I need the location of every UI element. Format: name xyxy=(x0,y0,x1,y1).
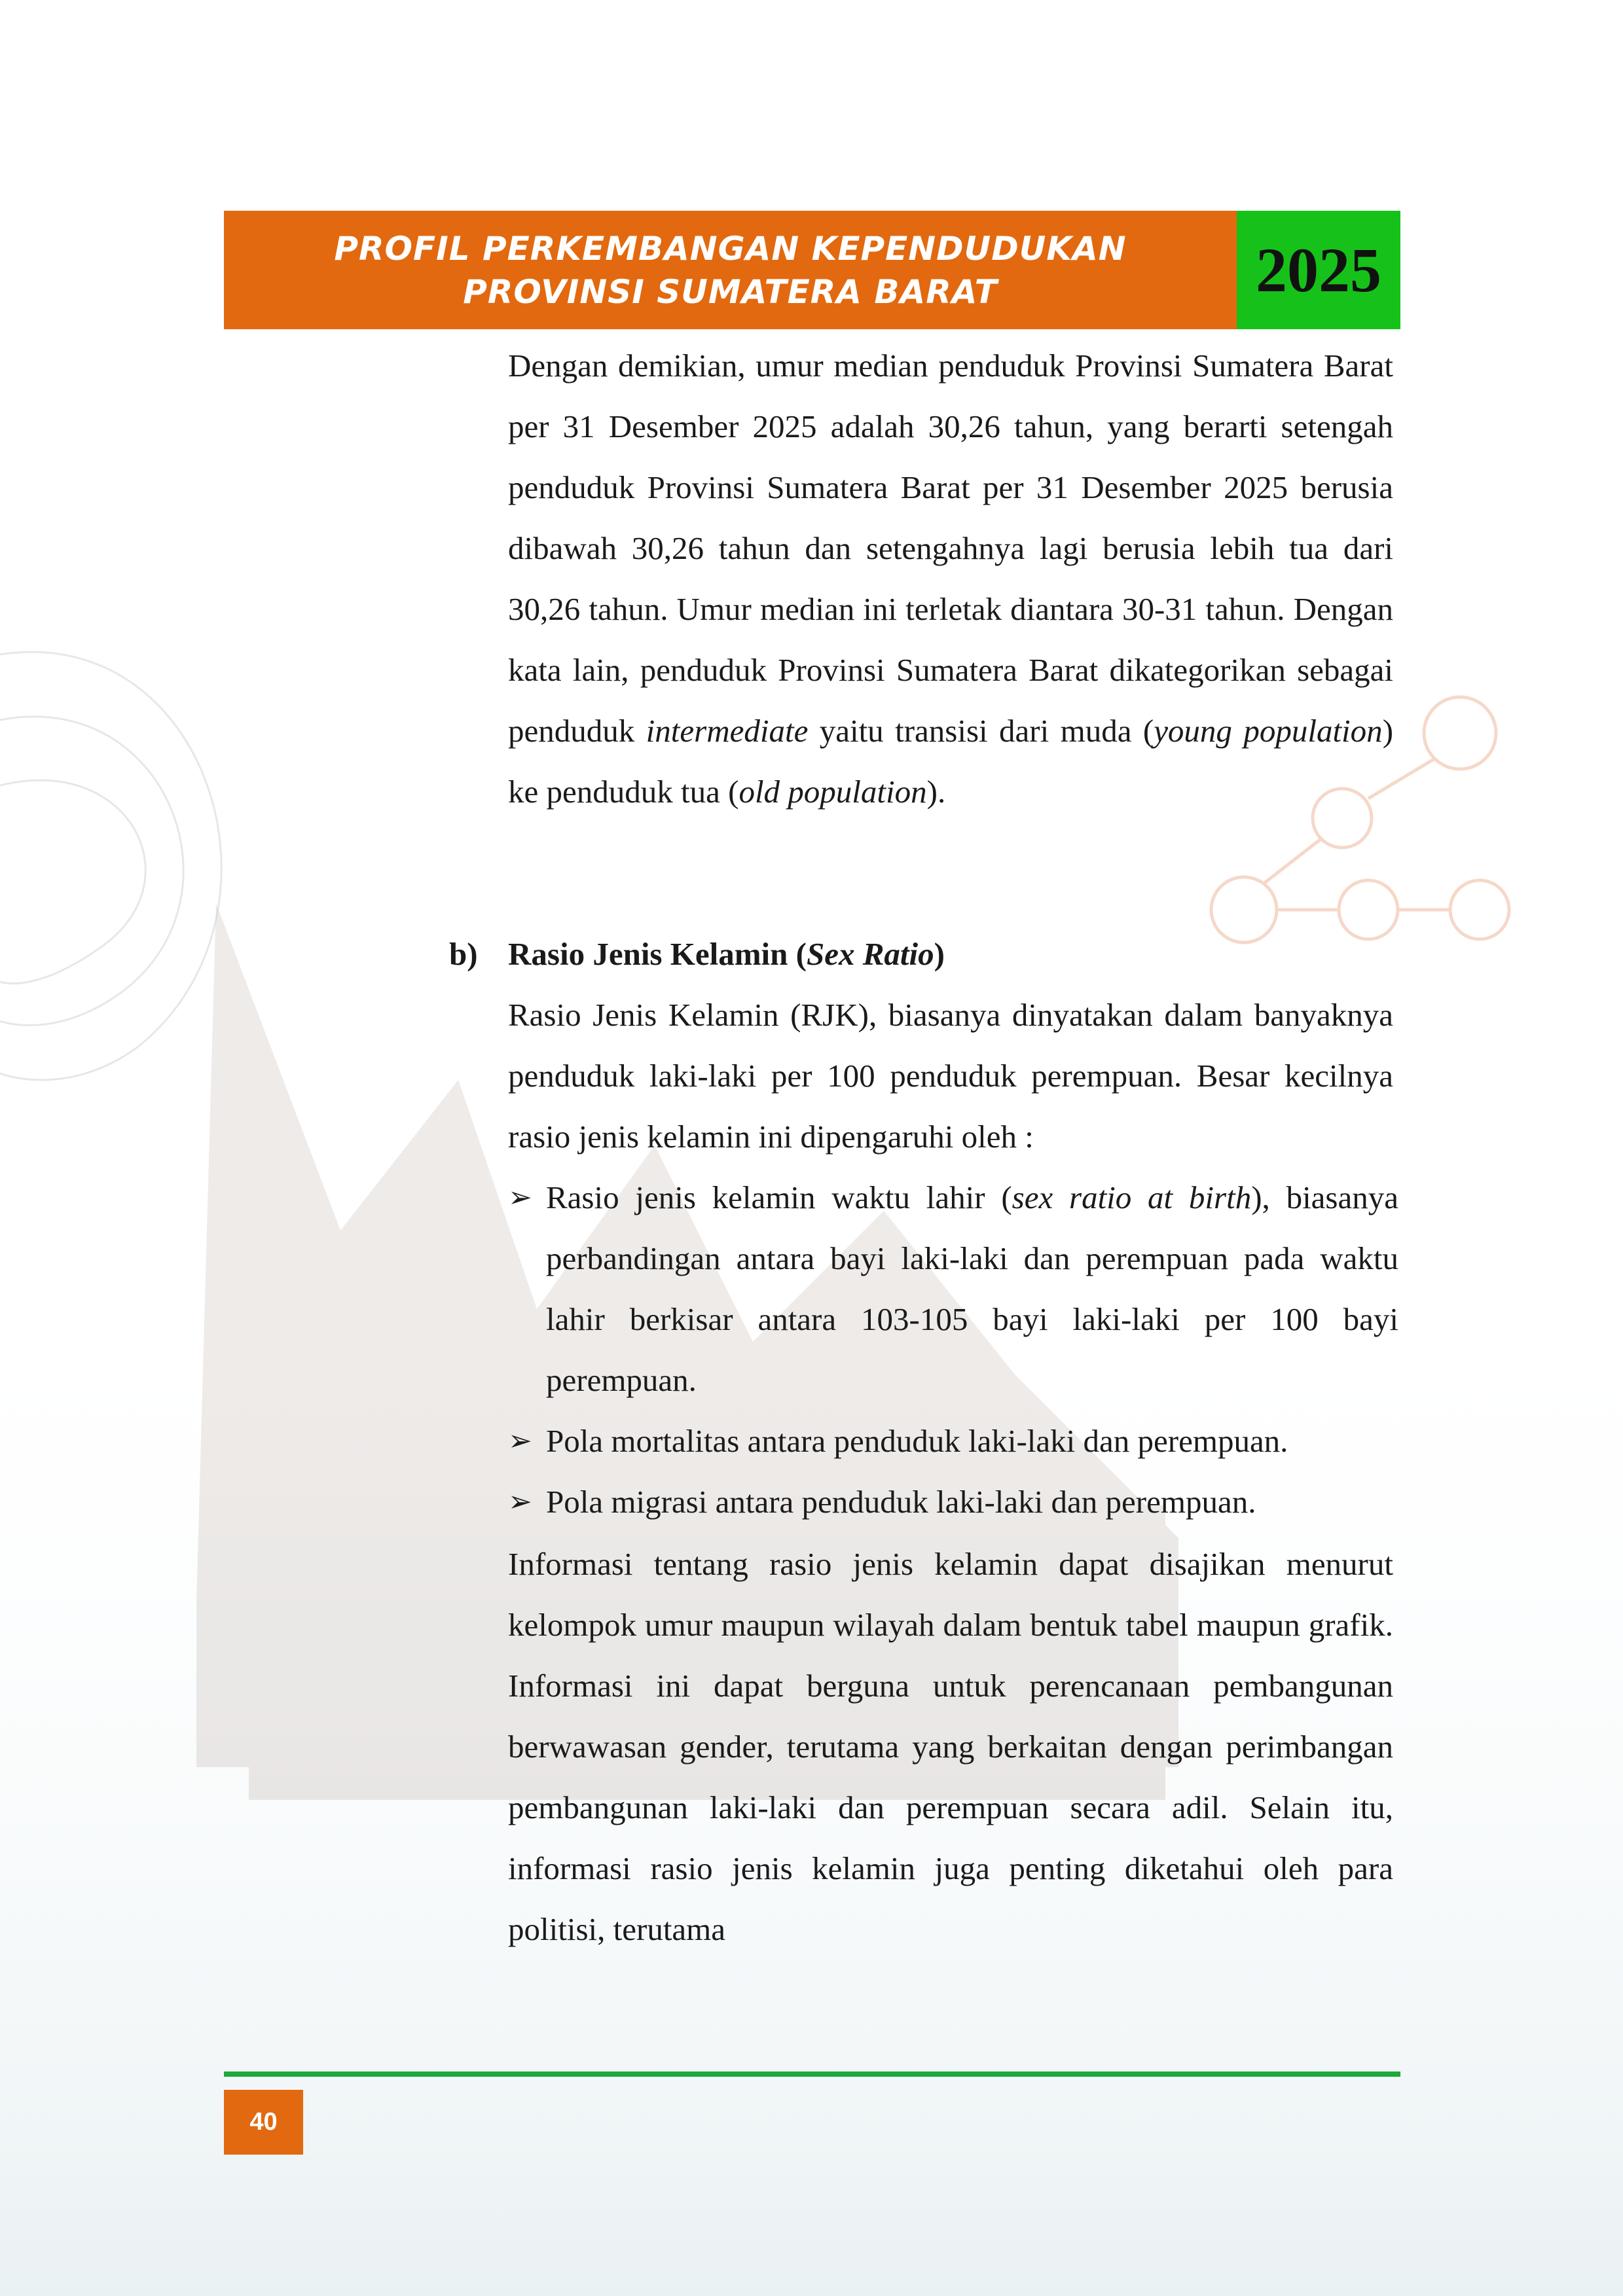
bullet-1-text-2: ), biasanya perbandingan antara bayi laki-laki dan perempuan pada waktu lahir berkisar antara 103-105 bayi laki-laki per 100 bayi perempuan. xyxy=(546,1179,1398,1398)
paragraph-median-age xyxy=(508,335,1393,822)
section-title-emphasis: Sex Ratio xyxy=(806,936,934,972)
section-heading-sex-ratio xyxy=(449,924,1393,984)
section-letter: b) xyxy=(449,936,478,972)
bullet-3-text: Pola migrasi antara penduduk laki-laki dan perempuan. xyxy=(546,1484,1256,1520)
header-title-line-1: PROFIL PERKEMBANGAN KEPENDUDUKAN xyxy=(334,229,1127,268)
section-title: Rasio Jenis Kelamin ( xyxy=(508,936,807,972)
bullet-1-emphasis: sex ratio at birth xyxy=(1012,1179,1252,1215)
p1-emphasis-intermediate: intermediate xyxy=(646,713,809,749)
p1-text-1: Dengan demikian, umur median penduduk Provinsi Sumatera Barat per 31 Desember 2025 adalah 30,26 tahun, yang berarti setengah penduduk Provinsi Sumatera Barat per 31 Desember 2025 berusia dibawah 30,26 tahun dan setengahnya lagi berusia lebih tua dari 30,26 tahun. Umur median ini terletak diantara 30-31 tahun. Dengan kata lain, penduduk Provinsi Sumatera Barat dikategorikan sebagai penduduk xyxy=(508,348,1393,749)
arrow-bullet-icon: ➢ xyxy=(508,1181,532,1214)
section-title-end: ) xyxy=(934,936,945,972)
p2-text: Rasio Jenis Kelamin (RJK), biasanya dinyatakan dalam banyaknya penduduk laki-laki per 100 penduduk perempuan. Besar kecilnya rasio jenis kelamin ini dipengaruhi oleh : xyxy=(508,997,1393,1155)
header-year-box xyxy=(1237,211,1400,329)
page-number: 40 xyxy=(249,2108,278,2136)
paragraph-sex-ratio-uses xyxy=(508,1534,1393,1960)
factor-list xyxy=(508,1167,1398,1532)
footer-divider xyxy=(224,2072,1400,2077)
header-year: 2025 xyxy=(1256,235,1381,305)
paragraph-rjk-definition xyxy=(508,984,1393,1167)
arrow-bullet-icon: ➢ xyxy=(508,1485,532,1518)
header-title xyxy=(224,211,1237,329)
p1-emphasis-old-population: old population xyxy=(739,774,927,810)
p1-text-4: ). xyxy=(926,774,946,810)
p1-text-3: ) ke penduduk tua ( xyxy=(508,713,1394,810)
header-title-line-2: PROVINSI SUMATERA BARAT xyxy=(463,272,998,311)
bullet-1-text-1: Rasio jenis kelamin waktu lahir ( xyxy=(546,1179,1012,1215)
p1-emphasis-young-population: young population xyxy=(1154,713,1383,749)
arrow-bullet-icon: ➢ xyxy=(508,1424,532,1458)
page-number-box xyxy=(224,2090,303,2155)
list-item xyxy=(508,1471,1398,1532)
list-item xyxy=(508,1410,1398,1471)
p3-text: Informasi tentang rasio jenis kelamin dapat disajikan menurut kelompok umur maupun wilayah dalam bentuk tabel maupun grafik. Informasi ini dapat berguna untuk perencanaan pembangunan berwawasan gender, terutama yang berkaitan dengan perimbangan pembangunan laki-laki dan perempuan secara adil. Selain itu, informasi rasio jenis kelamin juga penting diketahui oleh para politisi, terutama xyxy=(508,1546,1393,1947)
bullet-2-text: Pola mortalitas antara penduduk laki-laki dan perempuan. xyxy=(546,1423,1288,1459)
list-item xyxy=(508,1167,1398,1410)
p1-text-2: yaitu transisi dari muda ( xyxy=(808,713,1154,749)
